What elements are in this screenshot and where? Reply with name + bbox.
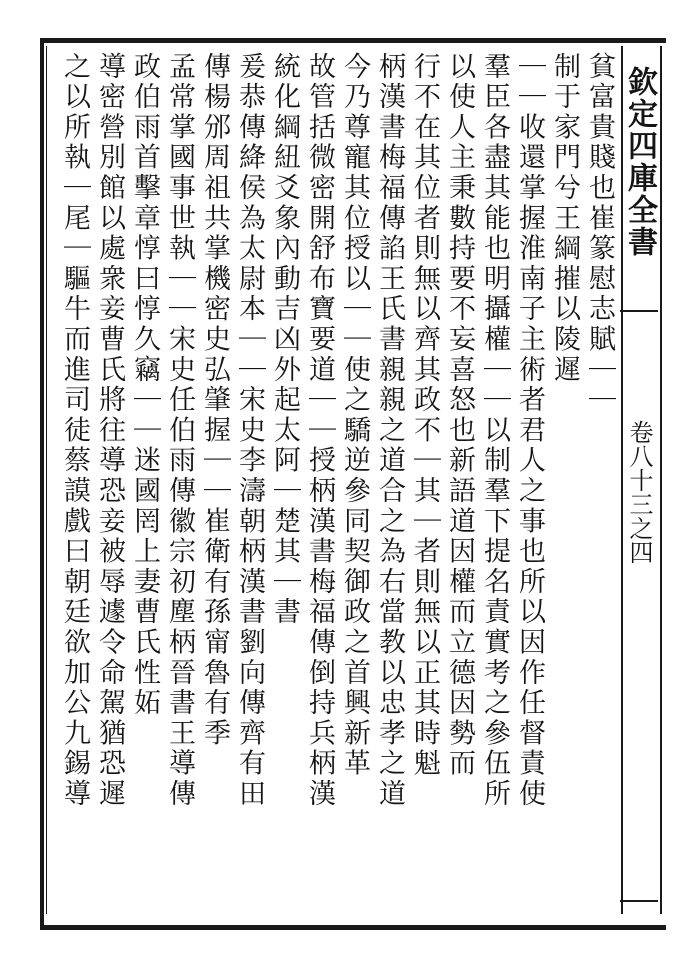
text-column-9: 故管括微密開舒布寶要道｜｜授柄漢書梅福傳倒持兵柄漢 (304, 52, 335, 810)
text-column-15: 導密營別館以處衆妾曹氏將往導恐妾被辱遽令命駕猶恐遲 (94, 52, 125, 810)
book-title: 欽定四庫全書 (622, 66, 657, 258)
text-column-5: 以使人主秉數持要不妄喜怒也新語道因權而立德因勢而 (444, 52, 475, 780)
text-column-6: 行不在其位者則無以齊其政不｜其｜者則無以正其時魁 (409, 52, 440, 780)
text-column-12: 傳楊邠周祖共掌機密史弘肇握｜｜崔衛有孫甯魯有季 (199, 52, 230, 749)
text-column-16: 之以所執｜尾｜驅牛而進司徒蔡謨戲曰朝廷欲加公九錫導 (59, 52, 90, 810)
text-column-4: 羣臣各盡其能也明攝權｜｜以制羣下提名責實考之參伍所 (479, 52, 510, 810)
fishtail-mark-top (620, 310, 658, 312)
text-column-8: 今乃尊寵其位授以｜｜使之驕逆參同契御政之首興新革 (339, 52, 370, 780)
text-column-10: 統化綱紐爻象內動吉凶外起太阿｜楚其｜書 (269, 52, 300, 628)
text-column-2: 制于家門兮王綱摧以陵遲 (549, 52, 580, 386)
fishtail-mark-bottom (620, 900, 658, 902)
text-column-7: 柄漢書梅福傳諂王氏書親親之道合之為右當教以忠孝之道 (374, 52, 405, 810)
text-column-11: 爰恭傳絳侯為太尉本｜｜宋史李濤朝柄漢書劉向傳齊有田 (234, 52, 265, 810)
text-column-1: 貧富貴賤也崔篆慰志賦｜｜ (584, 52, 615, 416)
text-column-3: ｜｜收還掌握淮南子主術者君人之事也所以因作任督責使 (514, 52, 545, 810)
volume-label: 卷八十三之四 (625, 420, 653, 564)
text-column-13: 孟常掌國事世執｜｜宋史任伯雨傳徽宗初塵柄晉書王導傳 (164, 52, 195, 810)
text-column-14: 政伯雨首擊章惇曰惇久竊｜｜迷國罔上妻曹氏性妬 (129, 52, 160, 719)
